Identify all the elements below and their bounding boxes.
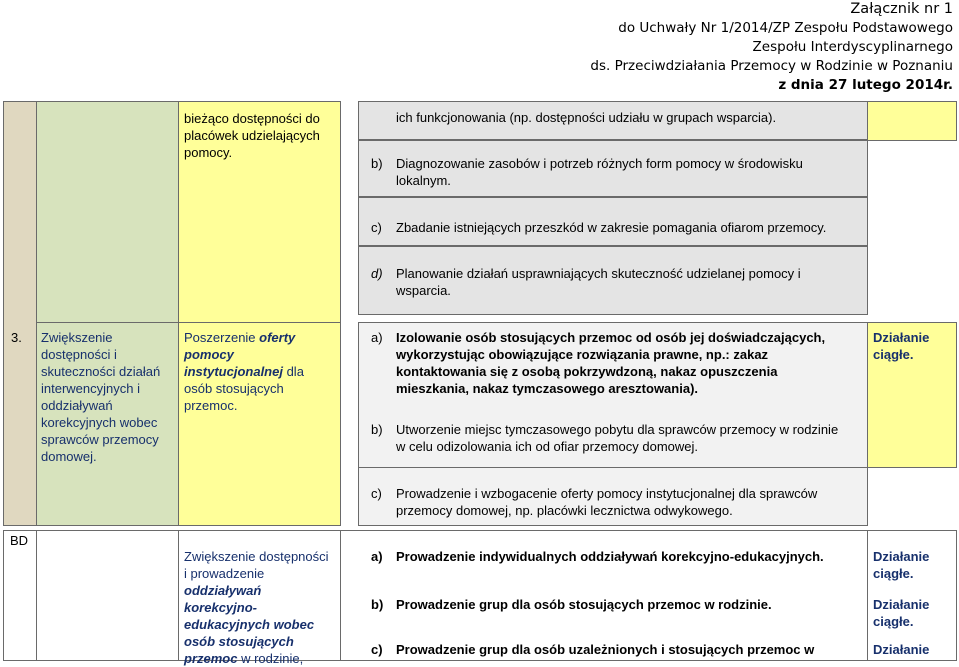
task-text-line: wsparcia. [396, 283, 451, 298]
row3-objective-line [184, 363, 304, 380]
row3-goal-line: Zwiększenie [41, 330, 113, 345]
row4-objective-line: i prowadzenie [184, 566, 265, 581]
task-text: Prowadzenie grup dla osób uzależnionych i stosujących przemoc w [396, 642, 815, 657]
task-text-line: Utworzenie miejsc tymczasowego pobytu dla sprawców przemocy w rodzinie [396, 422, 839, 437]
header-line-team: Zespołu Interdyscyplinarnego [752, 39, 953, 55]
row4-objective-line: korekcyjno- [184, 600, 257, 615]
row3-goal-line: domowej. [41, 449, 97, 464]
number-column-row2 [3, 101, 37, 526]
task-text [396, 155, 803, 189]
row3-goal-line: sprawców przemocy [41, 432, 159, 447]
row3-objective-line: osób stosujących [184, 381, 284, 396]
timing-line: ciągłe. [873, 347, 914, 362]
task-text-line: w celu odizolowania ich od ofiar przemocy domowej. [396, 439, 699, 454]
objective-fragment-emphasis: oferty [259, 330, 296, 345]
task-label: c) [371, 642, 383, 657]
task-text [396, 421, 838, 455]
row3-goal-text [41, 329, 160, 465]
task-text: Prowadzenie indywidualnych oddziaływań korekcyjno-edukacyjnych. [396, 549, 824, 564]
row3-timing [873, 329, 929, 363]
row3-goal-line: oddziaływań [41, 398, 113, 413]
row3-goal-line: interwencyjnych i [41, 381, 140, 396]
task-text: Prowadzenie grup dla osób stosujących przemoc w rodzinie. [396, 597, 772, 612]
header-line-department: ds. Przeciwdziałania Przemocy w Rodzinie w Poznaniu [590, 58, 953, 74]
header-line-resolution: do Uchwały Nr 1/2014/ZP Zespołu Podstawowego [618, 20, 953, 36]
task-text [396, 329, 825, 397]
row4-objective-line: edukacyjnych wobec [184, 617, 315, 632]
task-text-line: wykorzystując obowiązujące rozwiązania prawne, np.: zakaz [396, 347, 769, 362]
row2-objective-line: pomocy. [184, 145, 233, 160]
row3-objective-text [184, 329, 304, 414]
row2-objective-line: placówek udzielających [184, 128, 320, 143]
task-text-line: kontaktowania się z osobą pokrzywdzoną, nakaz opuszczenia [396, 364, 778, 379]
timing-line: Działanie [873, 642, 930, 657]
task-text-line: mieszkania, nakaz tymczasowego aresztowania). [396, 381, 699, 396]
row2-task-a-continuation: ich funkcjonowania (np. dostępności udziału w grupach wsparcia). [396, 110, 777, 125]
row2-objective-text [184, 110, 320, 161]
task-label: b) [371, 597, 384, 612]
row4-number: BD [10, 533, 29, 548]
document-header [590, 0, 953, 95]
goal-cell-row4 [36, 530, 179, 661]
goal-cell-row2 [36, 101, 179, 323]
task-label: c) [371, 220, 382, 235]
task-text-line: lokalnym. [396, 173, 451, 188]
timing-line: ciągłe. [873, 566, 914, 581]
row3-objective-line: pomocy [184, 347, 234, 362]
objective-fragment: dla [282, 364, 304, 379]
row3-objective-line [184, 329, 304, 346]
timing-cell-row2 [867, 101, 957, 141]
task-text [396, 485, 817, 519]
row2-objective-line: bieżąco dostępności do [184, 111, 320, 126]
task-text-line: przemocy domowej, np. placówki lecznictwa odwykowego. [396, 503, 733, 518]
task-text-line: Planowanie działań usprawniających skuteczność udzielanej pomocy i [396, 266, 801, 281]
row3-goal-line: korekcyjnych wobec [41, 415, 158, 430]
row3-number: 3. [11, 330, 22, 345]
row3-objective-line: przemoc. [184, 398, 238, 413]
objective-fragment: Poszerzenie [184, 330, 260, 345]
row4-objective-line: Zwiększenie dostępności [184, 549, 329, 564]
row4-objective-line [184, 650, 329, 667]
row4-objective-line: osób stosujących [184, 634, 294, 649]
timing-line: Działanie [873, 330, 930, 345]
row3-goal-line: skuteczności działań [41, 364, 161, 379]
header-line-attachment: Załącznik nr 1 [850, 1, 953, 17]
row4-objective-line: oddziaływań [184, 583, 262, 598]
timing-line: Działanie [873, 597, 930, 612]
row3-goal-line: dostępności i [41, 347, 117, 362]
task-text [396, 219, 826, 236]
task-text-line: Izolowanie osób stosujących przemoc od osób jej doświadczających, [396, 330, 826, 345]
objective-fragment: w rodzinie, [237, 651, 304, 666]
row4-timing-c [873, 641, 929, 658]
task-text-line: Zbadanie istniejących przeszkód w zakresie pomagania ofiarom przemocy. [396, 220, 827, 235]
task-label: d) [371, 266, 383, 281]
task-text [396, 265, 801, 299]
task-label: b) [371, 422, 383, 437]
timing-line: Działanie [873, 549, 930, 564]
timing-line: ciągłe. [873, 614, 914, 629]
number-cell-row4 [3, 530, 37, 661]
row4-timing-b [873, 596, 929, 630]
row4-objective-text [184, 548, 329, 667]
task-label: a) [371, 549, 383, 564]
task-label: b) [371, 156, 383, 171]
task-label: c) [371, 486, 382, 501]
row4-timing-a [873, 548, 929, 582]
header-line-date: z dnia 27 lutego 2014r. [778, 77, 953, 93]
objective-fragment-emphasis: instytucjonalnej [184, 364, 283, 379]
objective-fragment-emphasis: przemoc [184, 651, 238, 666]
task-label: a) [371, 330, 383, 345]
task-text-line: Prowadzenie i wzbogacenie oferty pomocy instytucjonalnej dla sprawców [396, 486, 818, 501]
task-text-line: Diagnozowanie zasobów i potrzeb różnych form pomocy w środowisku [396, 156, 803, 171]
